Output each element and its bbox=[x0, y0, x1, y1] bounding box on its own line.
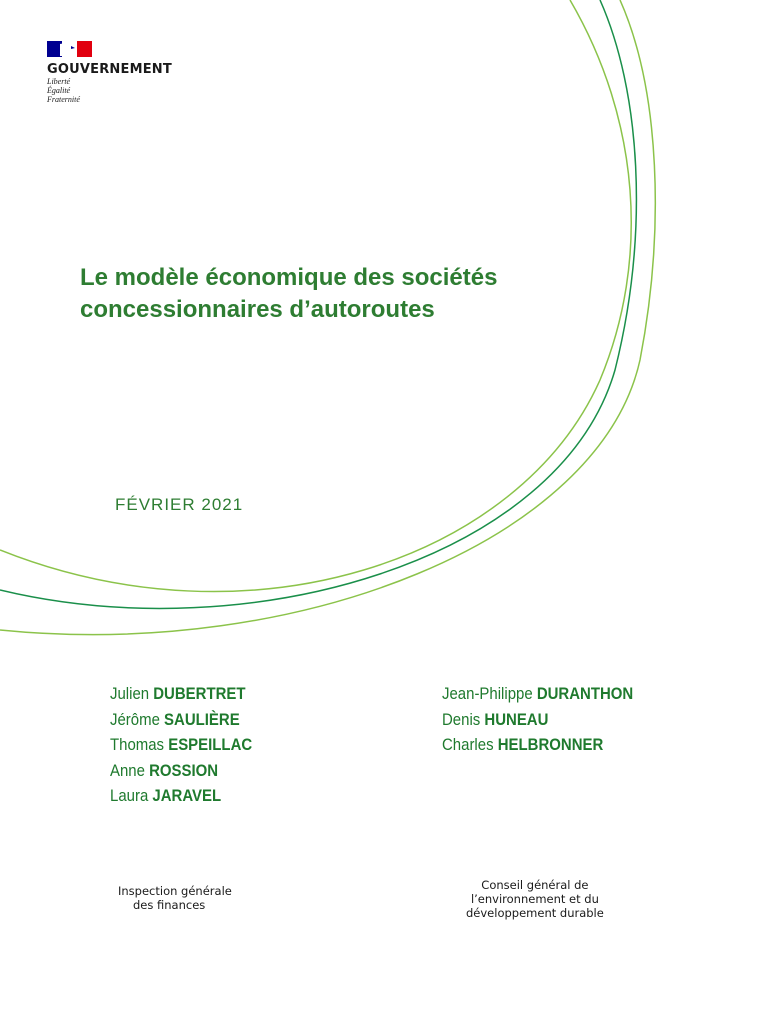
author bbox=[110, 732, 252, 758]
motto-liberte: Liberté bbox=[47, 77, 71, 86]
authors-igf bbox=[110, 681, 252, 809]
author bbox=[110, 783, 252, 809]
institution-igf-line-2: des finances bbox=[133, 898, 206, 912]
author-last-name: JARAVEL bbox=[152, 786, 222, 805]
institution-cgedd-line-3: développement durable bbox=[466, 906, 604, 920]
report-title-line-1: Le modèle économique des sociétés bbox=[80, 264, 498, 291]
author bbox=[110, 758, 252, 784]
author bbox=[442, 732, 633, 758]
institution-cgedd-line-1: Conseil général de bbox=[481, 878, 589, 892]
government-label: GOUVERNEMENT bbox=[47, 62, 172, 77]
authors-cgedd bbox=[442, 681, 633, 758]
author-last-name: ROSSION bbox=[149, 760, 219, 780]
marianne-flag-icon bbox=[47, 41, 92, 57]
institution-cgedd-line-2: l’environnement et du bbox=[470, 892, 599, 906]
author-first-name: Denis bbox=[442, 709, 481, 729]
author-first-name: Thomas bbox=[110, 735, 165, 754]
author bbox=[110, 681, 252, 707]
author-first-name: Jérôme bbox=[110, 709, 160, 729]
motto-fraternite: Fraternité bbox=[47, 95, 80, 104]
institution-igf-line-1: Inspection générale bbox=[118, 884, 232, 898]
author-last-name: SAULIÈRE bbox=[164, 709, 240, 729]
author-first-name: Laura bbox=[110, 786, 149, 805]
institution-igf bbox=[118, 884, 232, 912]
author-last-name: HELBRONNER bbox=[497, 735, 604, 754]
author bbox=[110, 707, 252, 733]
report-date: FÉVRIER 2021 bbox=[115, 495, 244, 514]
author-first-name: Julien bbox=[110, 684, 150, 703]
author bbox=[442, 707, 633, 733]
report-title bbox=[80, 262, 600, 326]
institution-cgedd bbox=[466, 878, 604, 920]
motto-egalite: Égalité bbox=[47, 86, 71, 95]
author-last-name: HUNEAU bbox=[484, 709, 549, 729]
report-title-line-2: concessionnaires d’autoroutes bbox=[80, 296, 435, 323]
author-first-name: Anne bbox=[110, 760, 145, 780]
author-first-name: Jean-Philippe bbox=[442, 684, 533, 703]
author bbox=[442, 681, 633, 707]
author-last-name: ESPEILLAC bbox=[168, 735, 253, 754]
author-first-name: Charles bbox=[442, 735, 494, 754]
author-last-name: DURANTHON bbox=[536, 684, 634, 703]
author-last-name: DUBERTRET bbox=[153, 684, 246, 703]
government-logo bbox=[47, 41, 172, 104]
